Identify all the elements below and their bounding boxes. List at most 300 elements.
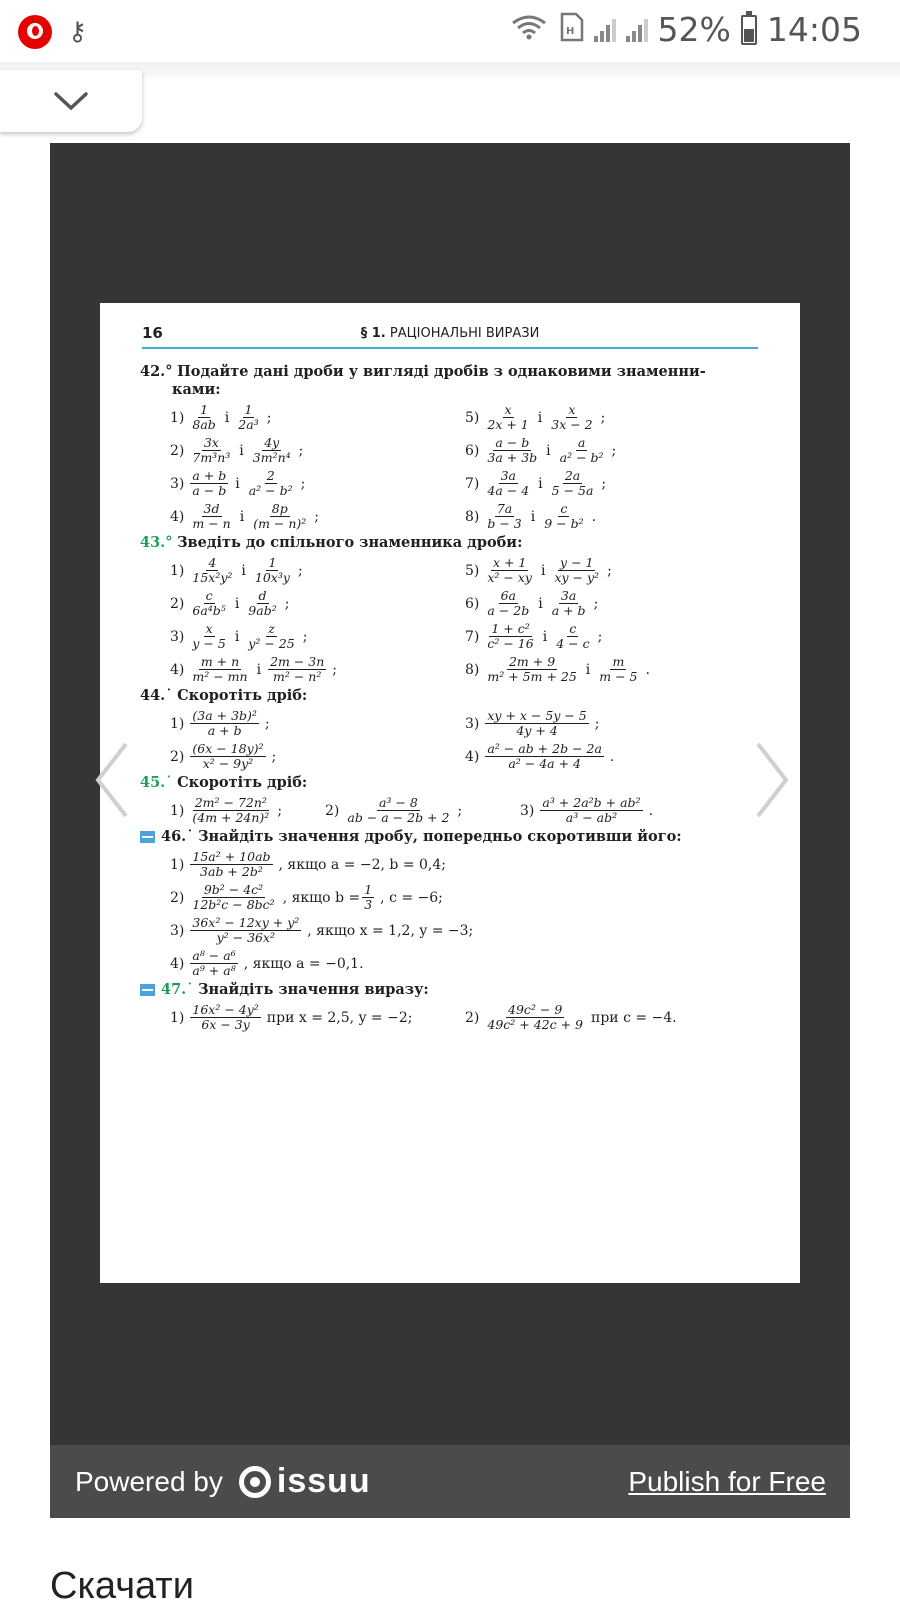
item-index: 3) [170,628,185,645]
item-index: 1) [170,409,185,426]
item-index: 8) [465,508,480,525]
exercise-items [140,1003,760,1032]
fraction [597,655,639,684]
numerator: 2 [266,468,275,483]
numerator: 4y [264,435,280,450]
numerator: 7a [496,501,513,516]
bookmark-icon [140,831,155,843]
conjunction: і [542,628,548,645]
exercise-number: 47.˙ [161,981,194,998]
numerator: c [569,621,577,636]
exercise-item [325,796,520,825]
item-index: 2) [170,442,185,459]
numerator: 2m² − 72n² [194,795,267,810]
denominator: xy − y² [554,570,600,585]
conjunction: і [239,442,244,459]
denominator: m² − mn [192,669,248,684]
denominator: 3ab + 2b² [200,864,263,879]
denominator: 12b²c − 8bc² [192,897,275,912]
svg-text:H: H [565,25,574,37]
exercise-number: 46.˙ [161,828,194,845]
numerator: y − 1 [560,555,594,570]
exercise-item [520,796,760,825]
chevron-left-icon [92,740,132,820]
denominator: 9ab² [248,603,277,618]
collapse-button[interactable] [0,70,142,132]
numerator: 3a [500,468,516,483]
item-tail: ; [298,442,304,459]
item-tail: ; [597,628,603,645]
denominator: 3a + 3b [487,450,538,465]
fraction [345,796,451,825]
item-tail: ; [297,562,303,579]
denominator: a² − b² [248,483,293,498]
item-index: 6) [465,595,480,612]
numerator: a² − ab + 2b − 2a [487,741,602,756]
document-viewer[interactable] [50,143,850,1518]
section-prefix: § 1. [360,325,386,341]
exercise-heading [140,363,760,399]
denominator: 6x − 3y [201,1017,250,1032]
conjunction: і [234,628,240,645]
fraction [236,403,260,432]
denominator: a − b [192,483,227,498]
item-index: 4) [465,748,480,765]
numerator: a [577,435,586,450]
denominator: (4m + 24n)² [192,810,270,825]
denominator: x² − 9y² [202,756,254,771]
denominator: 2a³ [238,417,259,432]
conjunction: і [234,595,240,612]
numerator: d [258,588,267,603]
conjunction: і [224,409,230,426]
key-icon: ⚷ [68,17,88,47]
numerator: a − b [495,435,530,450]
item-tail: ; [457,802,463,819]
fraction [190,883,276,912]
section-title: РАЦІОНАЛЬНІ ВИРАЗИ [389,325,540,341]
page-number: 16 [142,324,163,342]
item-index: 3) [520,802,535,819]
exercise-items [140,850,760,978]
conjunction: і [239,508,245,525]
viewer-footer [50,1445,850,1518]
exercise-item [140,469,435,498]
conjunction: і [241,562,246,579]
fraction [253,556,292,585]
item-tail: . [648,802,654,819]
fraction [246,589,278,618]
numerator: xy + x − 5y − 5 [487,708,587,723]
item-tail: при c = −4. [591,1009,677,1026]
exercise-items [140,796,760,825]
status-right [510,10,862,49]
item-index: 1) [170,1009,185,1026]
item-tail: при x = 2,5, y = −2; [266,1009,413,1026]
conjunction: і [540,562,546,579]
item-index: 3) [465,715,480,732]
exercise-item [140,403,435,432]
item-tail: ; [302,628,308,645]
issuu-wordmark: issuu [276,1462,371,1500]
denominator: a³ − ab² [565,810,618,825]
item-tail: ; [607,562,612,579]
denominator: 2x + 1 [487,417,529,432]
denominator: a² − 4a + 4 [508,756,581,771]
numerator: 2m + 9 [508,654,556,669]
exercise-item [435,1003,760,1032]
numerator: 16x² − 4y² [192,1002,259,1017]
denominator: y² − 36x² [216,930,276,945]
denominator: 49c² + 42c + 9 [487,1017,583,1032]
numerator: 49c² − 9 [508,1002,563,1017]
item-tail: ; [277,802,283,819]
numerator: a + b [192,468,227,483]
fraction [190,403,217,432]
item-tail: ; [314,508,319,525]
status-left [18,15,87,49]
denominator: c² − 16 [487,636,534,651]
exercise-heading [140,534,760,552]
numerator: m + n [200,654,240,669]
exercise-title: Знайдіть значення виразу: [198,981,429,998]
denominator: a + b [207,723,242,738]
denominator: a⁹ + a⁸ [192,963,236,978]
numerator: 3a [560,588,577,603]
item-tail: , якщо x = 1,2, y = −3; [307,922,474,939]
fraction [190,436,232,465]
fraction [190,556,234,585]
denominator: 4a − 4 [487,483,530,498]
exercise-title: Скоротіть дріб: [177,687,308,704]
exercise-item [435,622,760,651]
numerator: 1 [268,555,277,570]
denominator: 3 [364,897,373,912]
item-tail: . [645,661,650,678]
item-index: 2) [170,595,185,612]
numerator: a⁸ − a⁶ [192,948,236,963]
fraction [246,622,296,651]
fraction [485,556,534,585]
item-index: 1) [170,856,185,873]
next-page-arrow[interactable] [752,740,792,820]
exercise-item [435,502,760,531]
vodafone-icon [18,15,52,49]
exercise-item [140,949,760,978]
denominator: 4 − c [556,636,590,651]
item-index: 2) [170,889,185,906]
fraction [251,436,293,465]
denominator: 6a⁴b⁵ [192,603,226,618]
exercise-item [140,850,760,879]
denominator: (m − n)² [253,516,307,531]
exercise-item [435,556,760,585]
numerator: 1 [364,882,373,897]
item-tail: ; [600,409,606,426]
item-index: 1) [170,562,185,579]
item-index: 5) [465,409,480,426]
conjunction: і [235,475,240,492]
denominator: 3m²n⁴ [252,450,291,465]
fraction [268,655,326,684]
numerator: x [205,621,213,636]
fraction [552,556,601,585]
exercise-item [435,469,760,498]
item-tail: . [591,508,597,525]
numerator: a³ + 2a²b + ab² [542,795,641,810]
previous-page-arrow[interactable] [92,740,132,820]
battery-percent: 52% [657,10,731,49]
exercise-number: 45.˙ [140,774,173,791]
powered-by [75,1445,371,1518]
denominator: a − 2b [487,603,530,618]
page-header [142,319,758,349]
fraction [558,436,606,465]
denominator: m − 5 [599,669,638,684]
signal-icon [594,18,616,42]
exercise-title-cont: ками: [172,381,221,398]
fraction [485,742,604,771]
chevron-down-icon [53,90,89,112]
item-tail: ; [593,595,599,612]
numerator: 1 + c² [491,621,530,636]
denominator: y − 5 [192,636,226,651]
item-tail: . [609,748,615,765]
fraction [485,709,588,738]
fraction [362,883,374,912]
exercise-item [435,709,760,738]
fraction [485,589,531,618]
exercise-number: 43.° [140,534,173,551]
exercise-items [140,709,760,771]
numerator: a³ − 8 [378,795,418,810]
numerator: x + 1 [492,555,527,570]
clock: 14:05 [766,10,862,49]
exercise-item [435,589,760,618]
item-index: 3) [170,475,185,492]
item-index: 4) [170,955,185,972]
fraction [190,709,259,738]
fraction [550,469,596,498]
denominator: 8ab [192,417,216,432]
exercise-heading [140,687,760,705]
conjunction: і [538,595,543,612]
numerator: 6a [500,588,516,603]
denominator: 3x − 2 [551,417,593,432]
denominator: 7m³n³ [192,450,231,465]
item-tail: ; [266,409,272,426]
fraction [190,589,227,618]
numerator: 9b² − 4c² [203,882,264,897]
item-tail: , якщо a = −2, b = 0,4; [278,856,446,873]
denominator: x² − xy [487,570,532,585]
exercise-item [435,403,760,432]
item-tail: ; [332,661,338,678]
fraction [485,1003,585,1032]
denominator: 10x³y [254,570,290,585]
numerator: 4 [208,555,217,570]
numerator: 8p [271,501,288,516]
exercise-item [140,655,435,684]
item-index: 4) [170,661,185,678]
item-tail: , c = −6; [380,889,443,906]
denominator: a + b [551,603,586,618]
conjunction: і [530,508,536,525]
numerator: x [504,402,512,417]
item-index: 8) [465,661,480,678]
signal-icon-2 [626,18,648,42]
item-tail: ; [264,715,270,732]
numerator: 15a² + 10ab [192,849,271,864]
fraction [540,796,642,825]
section-heading [142,326,758,341]
fraction [485,502,523,531]
item-index: 2) [465,1009,480,1026]
fraction [190,796,271,825]
status-bar [0,0,900,62]
exercise-item [435,655,760,684]
numerator: x [568,402,576,417]
item-index: 4) [170,508,185,525]
numerator: 3d [203,501,220,516]
numerator: 2m − 3n [270,654,325,669]
denominator: m² − n² [273,669,322,684]
conjunction: і [537,409,543,426]
item-tail: ; [601,475,607,492]
denominator: y² − 25 [248,636,295,651]
fraction [485,403,530,432]
denominator: 4y + 4 [516,723,558,738]
exercise-items [140,556,760,684]
denominator: b − 3 [487,516,522,531]
item-index: 1) [170,715,185,732]
denominator: 9 − b² [544,516,584,531]
numerator: 1 [200,402,209,417]
fraction [190,502,232,531]
exercise-item [140,622,435,651]
numerator: 3x [203,435,219,450]
numerator: c [560,501,568,516]
fraction [251,502,308,531]
conjunction: і [538,475,543,492]
fraction [485,469,531,498]
exercise-item [140,916,760,945]
item-index: 3) [170,922,185,939]
bookmark-icon [140,984,155,996]
numerator: (3a + 3b)² [192,708,257,723]
item-index: 1) [170,802,185,819]
exercise-item [140,796,325,825]
chevron-right-icon [752,740,792,820]
exercise-title: Подайте дані дроби у вигляді дробів з однаковими знаменни- [177,363,706,380]
exercise-heading [140,828,760,846]
powered-by-label: Powered by [75,1465,223,1497]
denominator: a² − b² [559,450,604,465]
download-button[interactable]: Скачати [50,1565,194,1600]
exercise-list [140,363,760,1035]
numerator: 36x² − 12xy + y² [192,915,300,930]
condition-text: , якщо b = [282,889,361,906]
numerator: (6x − 18y)² [192,741,264,756]
issuu-logo[interactable] [239,1462,371,1501]
fraction [190,1003,260,1032]
fraction [550,589,588,618]
conjunction: і [546,442,551,459]
exercise-item [140,883,760,912]
item-tail: ; [284,595,290,612]
exercise-item [140,436,435,465]
numerator: 1 [244,402,253,417]
fraction [485,622,535,651]
exercise-item [140,556,435,585]
item-tail: ; [271,748,277,765]
exercise-item [140,502,435,531]
fraction [554,622,591,651]
item-index: 5) [465,562,480,579]
exercise-title: Скоротіть дріб: [177,774,308,791]
exercise-item [140,1003,435,1032]
exercise-item [435,436,760,465]
denominator: 15x²y² [192,570,233,585]
item-index: 2) [325,802,340,819]
fraction [485,436,539,465]
exercise-items [140,403,760,531]
item-tail: ; [300,475,306,492]
item-index: 7) [465,475,480,492]
item-tail: ; [611,442,617,459]
exercise-item [140,742,435,771]
fraction [485,655,578,684]
numerator: z [268,621,275,636]
fraction [542,502,585,531]
fraction [190,949,237,978]
fraction [247,469,295,498]
fraction [190,742,265,771]
numerator: c [205,588,213,603]
item-tail: ; [594,715,600,732]
exercise-item [140,709,435,738]
fraction [190,655,249,684]
fraction [549,403,594,432]
exercise-title: Знайдіть значення дробу, попередньо скоротивши його: [198,828,682,845]
denominator: m² + 5m + 25 [487,669,577,684]
item-index: 7) [465,628,480,645]
wifi-icon [510,13,548,47]
numerator: m [612,654,625,669]
exercise-heading [140,981,760,999]
denominator: m − n [192,516,231,531]
fraction [190,622,227,651]
exercise-number: 42.° [140,363,173,380]
hd-sim-icon [558,12,584,48]
fraction [190,916,301,945]
item-index: 6) [465,442,480,459]
document-page [100,303,800,1283]
exercise-title: Зведіть до спільного знаменника дроби: [177,534,523,551]
item-index: 2) [170,748,185,765]
exercise-number: 44.˙ [140,687,173,704]
numerator: 2a [564,468,581,483]
conjunction: і [585,661,591,678]
exercise-item [435,742,760,771]
denominator: ab − a − 2b + 2 [347,810,450,825]
fraction [190,469,228,498]
battery-icon [741,15,757,45]
exercise-heading [140,774,760,792]
issuu-logo-icon [239,1466,271,1498]
publish-for-free-link[interactable]: Publish for Free [628,1465,826,1497]
denominator: 5 − 5a [551,483,594,498]
